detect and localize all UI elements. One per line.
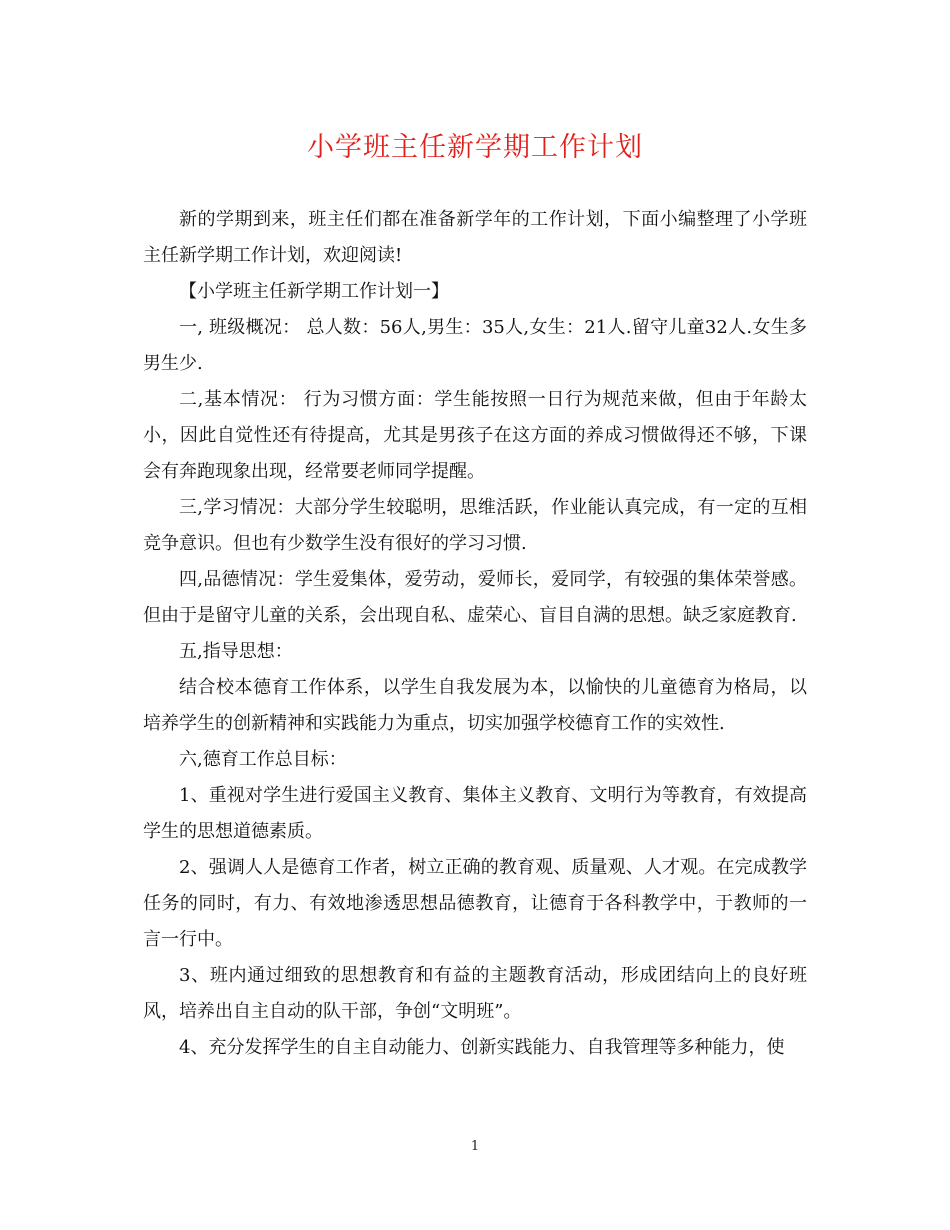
goal-item-3: 3、班内通过细致的思想教育和有益的主题教育活动，形成团结向上的良好班风，培养出自主自动的队干部，争创“文明班”。 xyxy=(143,965,807,1022)
goal-item-1: 1、重视对学生进行爱国主义教育、集体主义教育、文明行为等教育，有效提高学生的思想道德素质。 xyxy=(143,785,807,842)
guiding-thought-heading: 五,指导思想： xyxy=(179,641,293,662)
document-body xyxy=(143,202,807,1066)
goal-item-4: 4、充分发挥学生的自主自动能力、创新实践能力、自我管理等多种能力，使 xyxy=(179,1037,785,1058)
basic-situation-paragraph: 二,基本情况： 行为习惯方面：学生能按照一日行为规范来做，但由于年龄太小，因此自觉性还有待提高，尤其是男孩子在这方面的养成习惯做得还不够，下课会有奔跑现象出现，经常要老师同学提醒。 xyxy=(143,389,807,482)
document-title: 小学班主任新学期工作计划 xyxy=(307,132,643,163)
goal-item-2: 2、强调人人是德育工作者，树立正确的教育观、质量观、人才观。在完成教学任务的同时，有力、有效地渗透思想品德教育，让德育于各科教学中，于教师的一言一行中。 xyxy=(143,857,807,950)
study-situation-paragraph: 三,学习情况：大部分学生较聪明，思维活跃，作业能认真完成，有一定的互相竞争意识。但也有少数学生没有很好的学习习惯. xyxy=(143,497,807,554)
moral-situation-paragraph: 四,品德情况：学生爱集体，爱劳动，爱师长，爱同学，有较强的集体荣誉感。但由于是留守儿童的关系，会出现自私、虚荣心、盲目自满的思想。缺乏家庭教育. xyxy=(143,569,807,626)
section-heading: 【小学班主任新学期工作计划一】 xyxy=(179,281,449,302)
goals-heading: 六,德育工作总目标： xyxy=(179,749,347,770)
intro-paragraph: 新的学期到来，班主任们都在准备新学年的工作计划，下面小编整理了小学班主任新学期工作计划，欢迎阅读! xyxy=(143,209,807,266)
class-overview-paragraph: 一, 班级概况： 总人数：56人,男生：35人,女生：21人.留守儿童32人.女生多男生少. xyxy=(143,317,807,374)
guiding-thought-paragraph: 结合校本德育工作体系，以学生自我发展为本，以愉快的儿童德育为格局，以培养学生的创新精神和实践能力为重点，切实加强学校德育工作的实效性. xyxy=(143,677,807,734)
page-number: 1 xyxy=(470,1139,480,1154)
